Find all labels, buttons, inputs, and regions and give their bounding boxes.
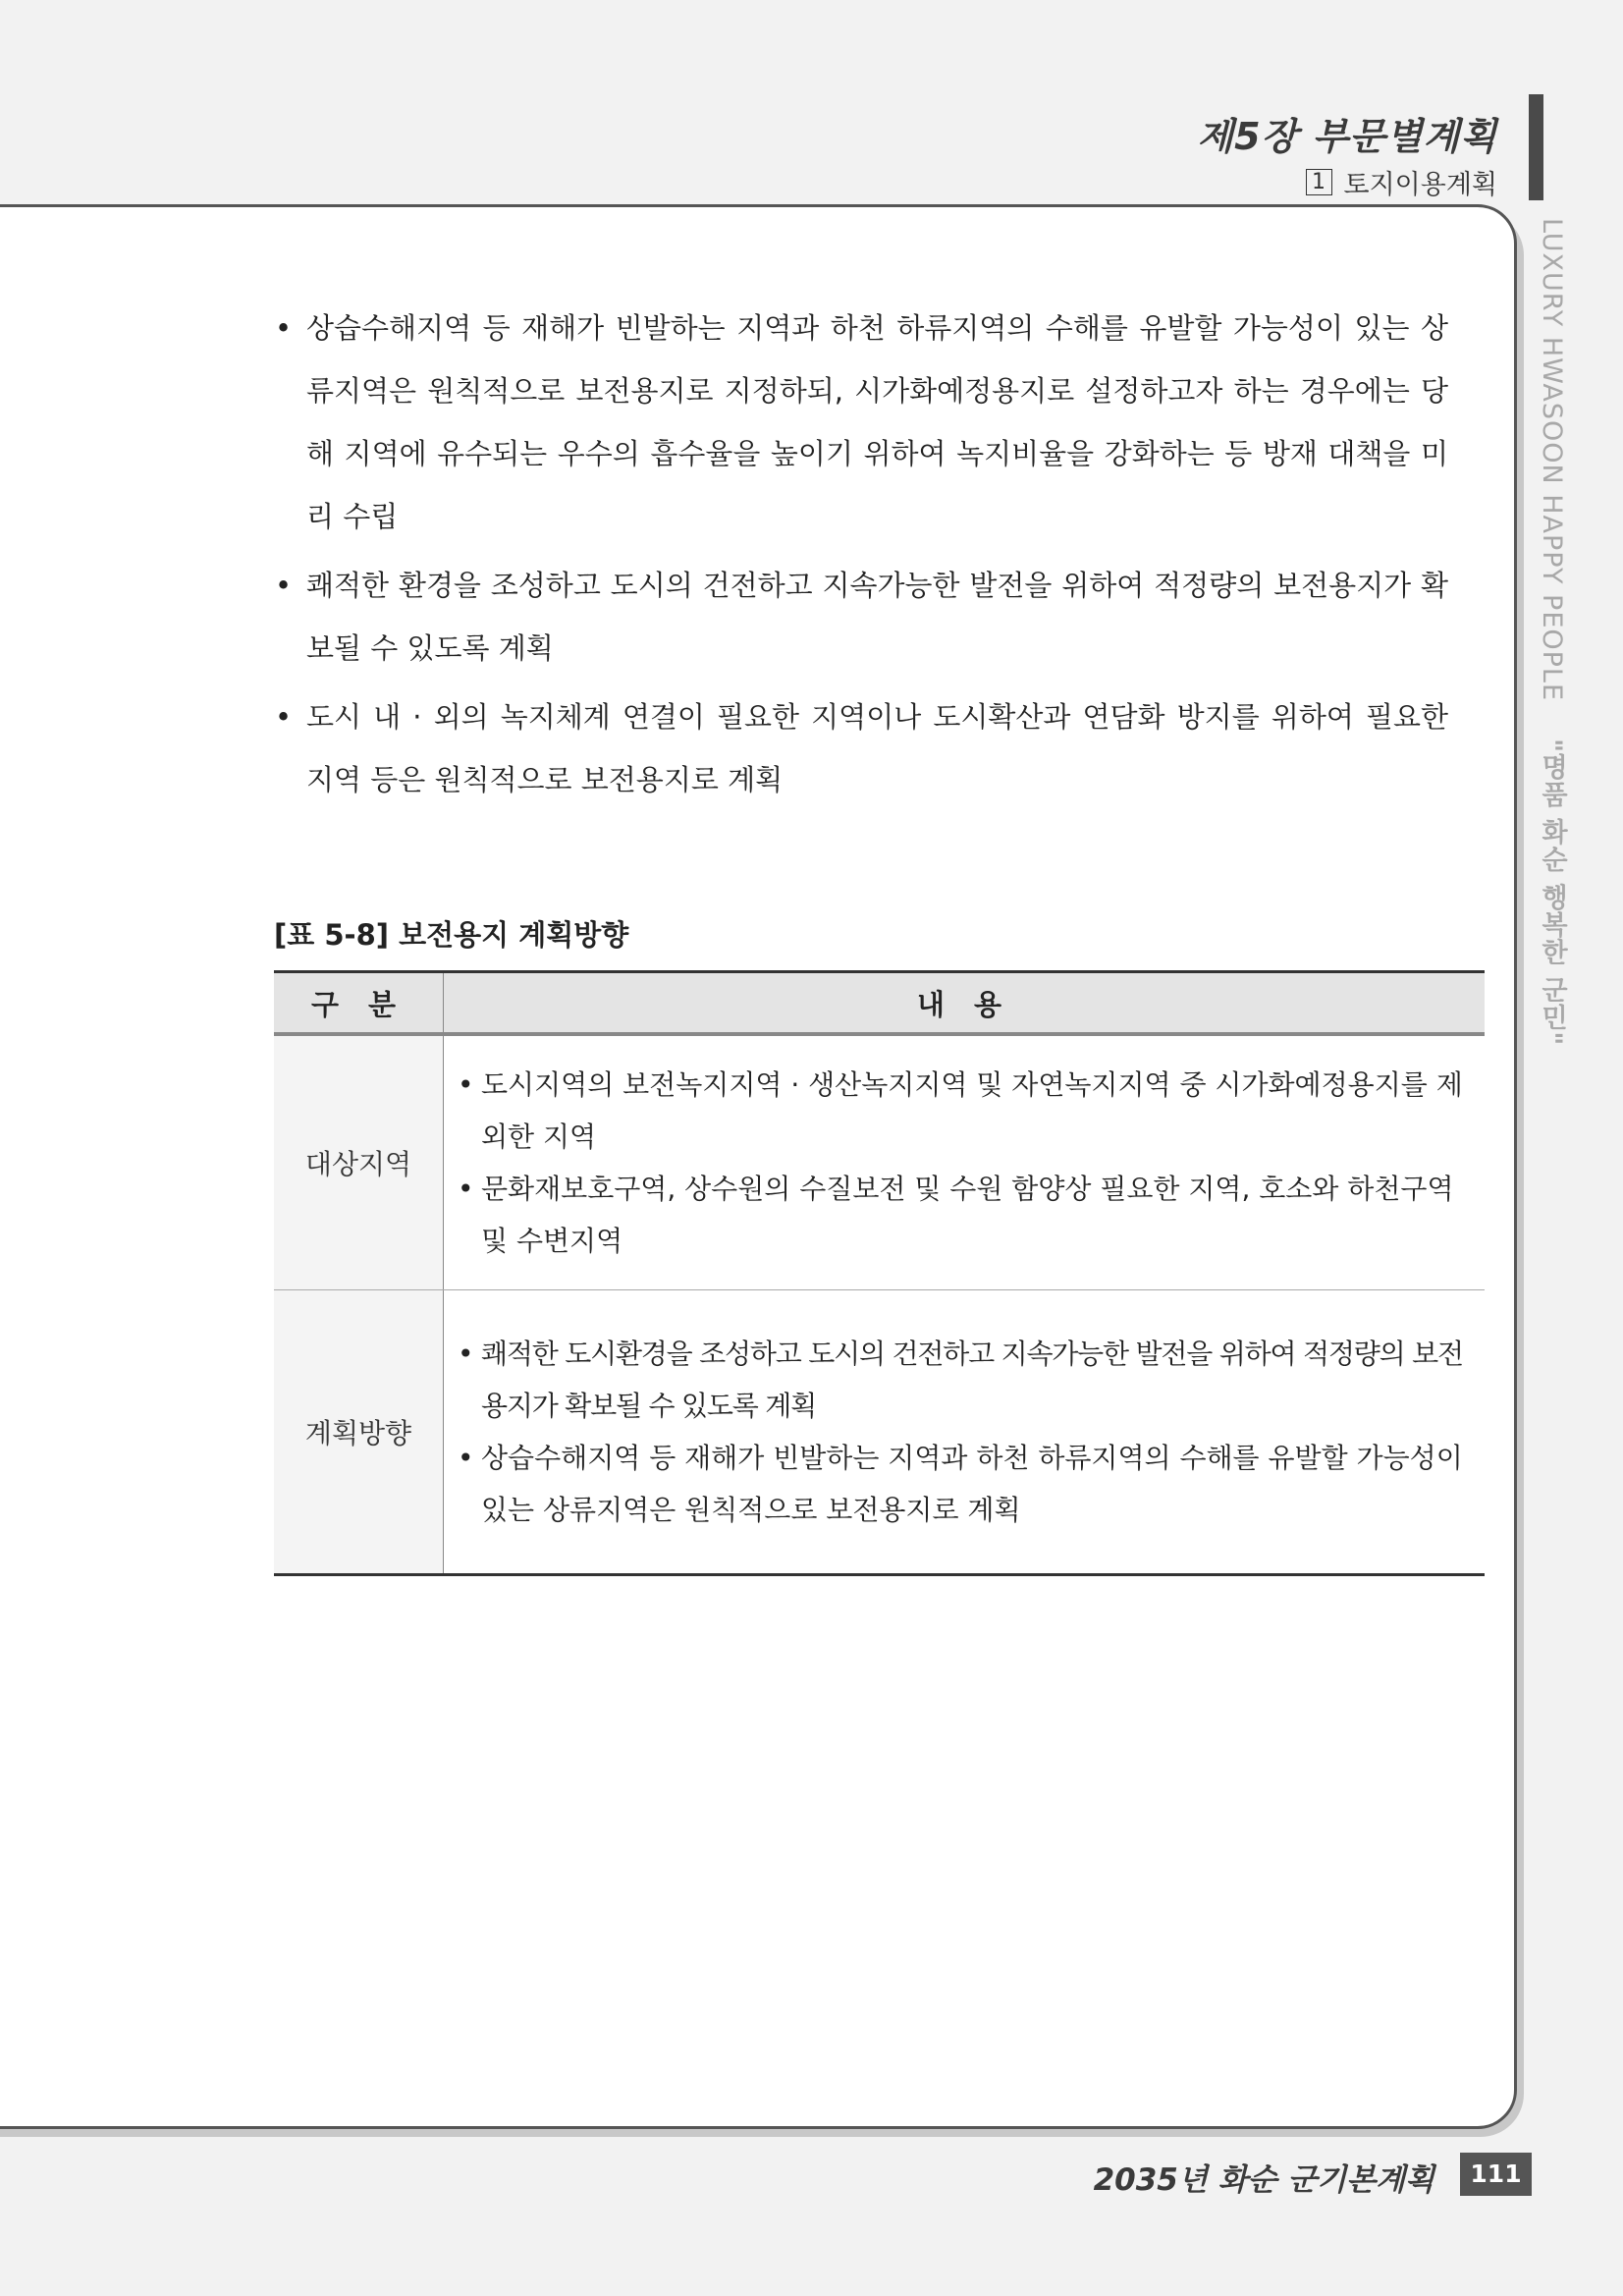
policy-bullet-list [275, 297, 1448, 817]
page-number: 111 [1460, 2153, 1532, 2196]
section-label [1306, 163, 1498, 201]
row-label: 대상지역 [274, 1034, 444, 1290]
cell-bullet: • 쾌적한 도시환경을 조성하고 도시의 건전하고 지속가능한 발전을 위하여 적정량의 보전용지가 확보될 수 있도록 계획 [458, 1328, 1485, 1432]
policy-bullet: • 도시 내 · 외의 녹지체계 연결이 필요한 지역이나 도시확산과 연담화 방지를 위하여 필요한 지역 등은 원칙적으로 보전용지로 계획 [275, 685, 1448, 811]
policy-bullet: • 상습수해지역 등 재해가 빈발하는 지역과 하천 하류지역의 수해를 유발할 가능성이 있는 상류지역은 원칙적으로 보전용지로 지정하되, 시가화예정용지로 설정하고자 하는 경우에는 당해 지역에 유수되는 우수의 흡수율을 높이기 위하여 녹지비율을 강화하는 등 방재 대책을 미리 수립 [275, 297, 1448, 548]
chapter-title: 제5장 부문별계획 [1197, 115, 1497, 158]
table-header-row [274, 972, 1485, 1035]
table-caption: [표 5-8] 보전용지 계획방향 [274, 918, 629, 952]
table-row [274, 1034, 1485, 1290]
header-accent-bar [1529, 94, 1543, 200]
cell-bullet-list [458, 1328, 1485, 1536]
cell-bullet: • 상습수해지역 등 재해가 빈발하는 지역과 하천 하류지역의 수해를 유발할 가능성이 있는 상류지역은 원칙적으로 보전용지로 계획 [458, 1432, 1485, 1536]
conservation-plan-table [274, 970, 1485, 1576]
row-content [444, 1034, 1486, 1290]
row-label: 계획방향 [274, 1290, 444, 1575]
footer-title: 2035년 화순 군기본계획 [1093, 2162, 1434, 2198]
table-row [274, 1290, 1485, 1575]
cell-bullet: • 도시지역의 보전녹지지역 · 생산녹지지역 및 자연녹지지역 중 시가화예정용지를 제외한 지역 [458, 1059, 1485, 1163]
cell-bullet: • 문화재보호구역, 상수원의 수질보전 및 수원 함양상 필요한 지역, 호소와 하천구역 및 수변지역 [458, 1163, 1485, 1267]
policy-bullet: • 쾌적한 환경을 조성하고 도시의 건전하고 지속가능한 발전을 위하여 적정량의 보전용지가 확보될 수 있도록 계획 [275, 554, 1448, 680]
row-content [444, 1290, 1486, 1575]
side-slogan-korean: "명품 화순 행복한 군민" [1537, 738, 1567, 1046]
side-slogan [1532, 218, 1571, 1046]
section-title: 토지이용계획 [1343, 170, 1497, 200]
cell-bullet-list [458, 1059, 1485, 1267]
table-header-category: 구 분 [274, 972, 444, 1035]
section-number: 1 [1306, 169, 1332, 195]
side-slogan-english: LUXURY HWASOON HAPPY PEOPLE [1537, 218, 1567, 702]
table-header-content: 내 용 [444, 972, 1486, 1035]
